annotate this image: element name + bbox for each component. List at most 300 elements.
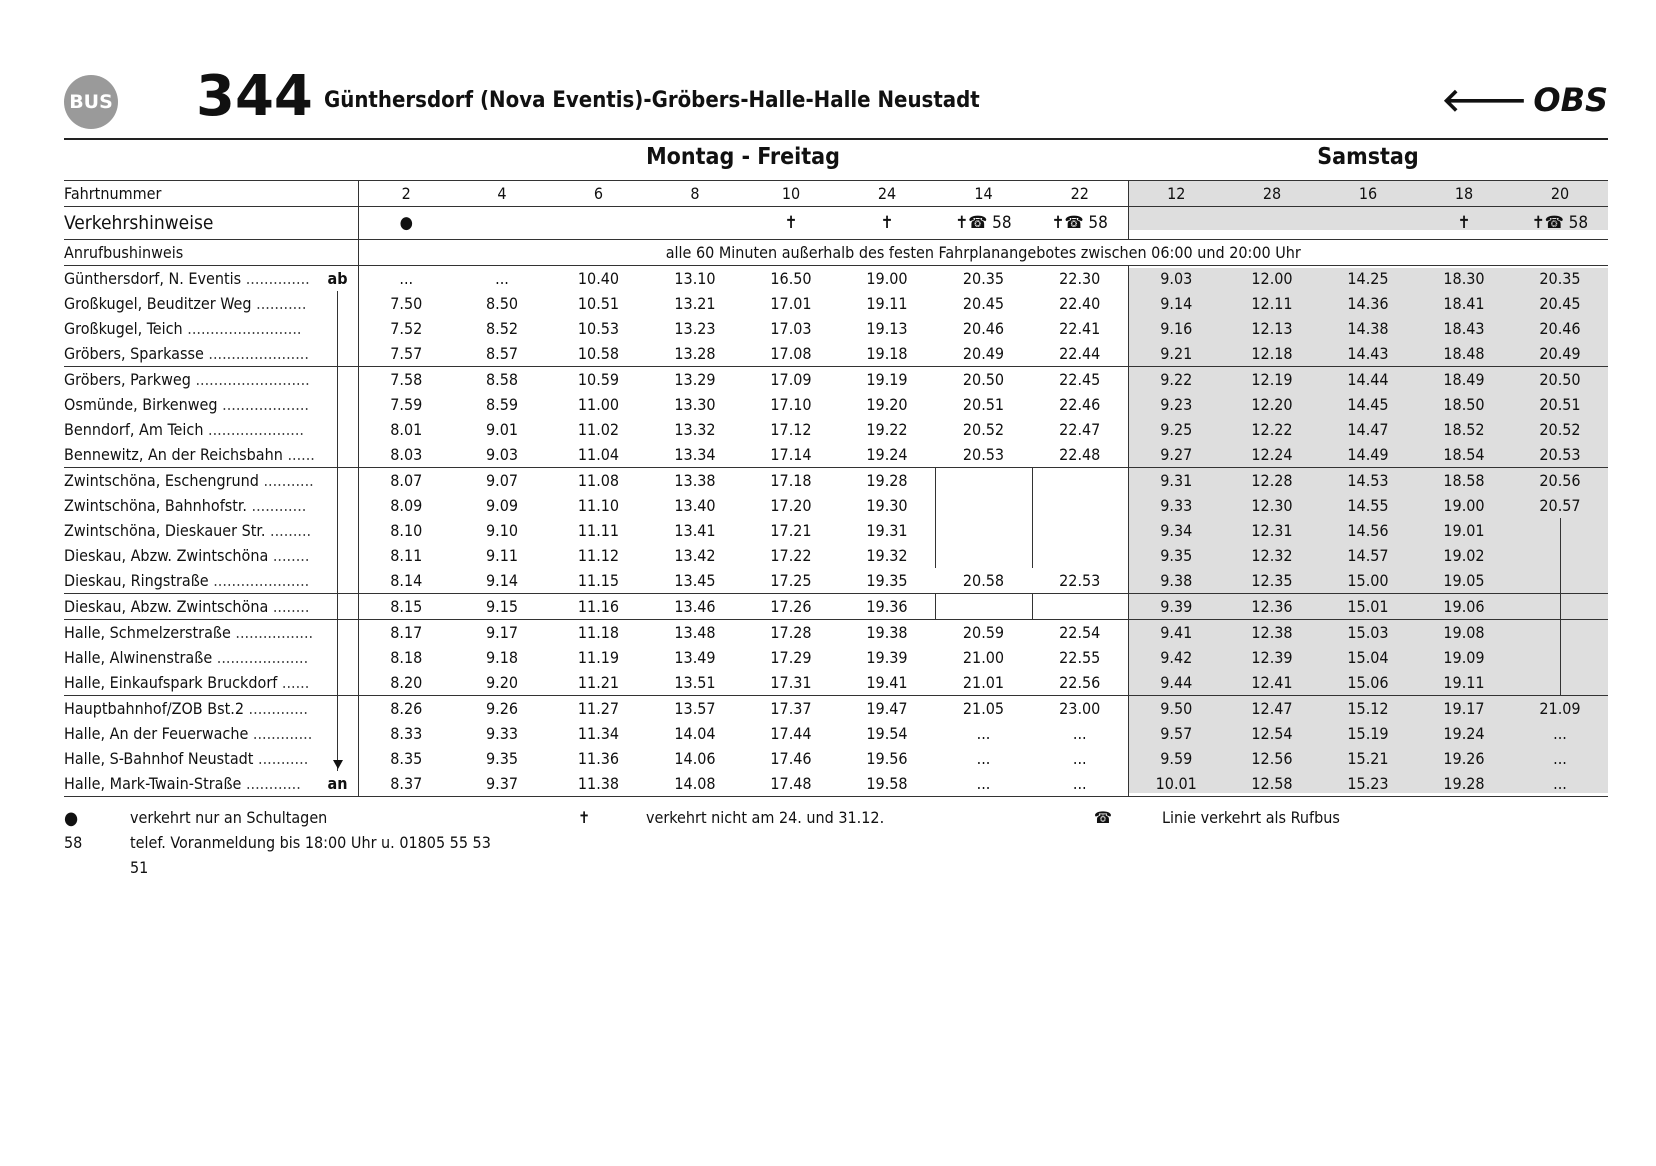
- departure-time: 8.50: [485, 294, 519, 313]
- departure-time: 9.10: [485, 521, 519, 540]
- departure-time: 13.21: [674, 294, 716, 313]
- stop-leader-dots: .....................: [203, 420, 304, 439]
- departure-time: 17.31: [770, 673, 812, 692]
- departure-time: 17.28: [743, 620, 839, 646]
- departure-time: 11.36: [577, 749, 620, 768]
- operator-name: OBS: [1533, 81, 1608, 119]
- direction-line: [337, 367, 338, 392]
- departure-time: 20.35: [935, 266, 1032, 292]
- stop-leader-dots: ...........: [251, 294, 307, 313]
- stop-cell: [64, 568, 358, 594]
- departure-time: 12.20: [1251, 395, 1293, 414]
- departure-time: 8.59: [485, 395, 519, 414]
- departure-time: 19.02: [1443, 546, 1485, 565]
- departure-time: 7.52: [390, 319, 423, 338]
- direction-line: [337, 568, 338, 593]
- departure-time: 19.47: [839, 696, 935, 722]
- departure-time: 22.30: [1032, 266, 1128, 292]
- departure-time: 20.49: [962, 344, 1005, 363]
- departure-time: 8.03: [390, 445, 423, 464]
- departure-time: 17.20: [770, 496, 812, 515]
- departure-time: 9.11: [485, 546, 519, 565]
- departure-time: 20.45: [962, 294, 1005, 313]
- departure-time: 16.50: [743, 266, 839, 292]
- departure-time: [1512, 620, 1608, 646]
- stop-row: [64, 367, 1608, 393]
- departure-time: 15.12: [1320, 696, 1416, 722]
- departure-time: 22.48: [1059, 445, 1101, 464]
- departure-time: 15.19: [1347, 724, 1389, 743]
- departure-time: 11.02: [577, 420, 620, 439]
- stop-row: [64, 771, 1608, 797]
- departure-time: 9.21: [1128, 341, 1224, 367]
- day-group-weekdays: Montag - Freitag: [646, 144, 840, 170]
- departure-time: 10.51: [577, 294, 620, 313]
- departure-time: 11.34: [577, 724, 620, 743]
- stop-cell: [64, 543, 358, 568]
- trip-note: [1128, 207, 1224, 240]
- departure-time: 14.45: [1347, 395, 1389, 414]
- departure-time: 13.48: [647, 620, 743, 646]
- departure-time: 9.57: [1128, 721, 1224, 746]
- stop-leader-dots: ............: [246, 496, 307, 515]
- departure-time: [1512, 568, 1608, 594]
- departure-time: 12.22: [1251, 420, 1293, 439]
- departure-time: 12.19: [1224, 367, 1320, 393]
- stop-leader-dots: ............: [241, 774, 301, 793]
- departure-time: ...: [454, 266, 550, 292]
- stop-name: Halle, Alwinenstraße: [64, 648, 213, 667]
- trip-note: [454, 207, 550, 240]
- stop-row: [64, 670, 1608, 696]
- departure-time: 14.43: [1347, 344, 1389, 363]
- departure-time: 19.24: [866, 445, 908, 464]
- departure-time: 9.20: [485, 673, 519, 692]
- departure-time: 7.59: [390, 395, 423, 414]
- departure-time: 20.58: [962, 571, 1005, 590]
- departure-time: 19.11: [866, 294, 908, 313]
- departure-time: 13.49: [674, 648, 716, 667]
- departure-time: 17.44: [770, 724, 812, 743]
- stop-leader-dots: ........: [268, 546, 310, 565]
- stop-cell: [64, 266, 358, 292]
- departure-time: 9.27: [1128, 442, 1224, 468]
- departure-time: 10.59: [550, 367, 647, 393]
- departure-time: 11.19: [577, 648, 620, 667]
- trip-note: ✝: [1416, 207, 1512, 240]
- trip-number: 22: [1032, 181, 1128, 207]
- trip-note: [1320, 207, 1416, 240]
- stop-cell: [64, 392, 358, 417]
- departure-time: 9.35: [485, 749, 519, 768]
- stop-cell: [64, 721, 358, 746]
- departure-time: 10.58: [577, 344, 620, 363]
- departure-time: 19.28: [839, 468, 935, 494]
- stop-leader-dots: .........: [265, 521, 312, 540]
- stop-name: Halle, An der Feuerwache: [64, 724, 249, 743]
- stop-row: [64, 721, 1608, 746]
- departure-time: 20.52: [962, 420, 1005, 439]
- departure-time: 8.18: [390, 648, 423, 667]
- departure-time: 22.44: [1059, 344, 1101, 363]
- stop-name: Halle, Schmelzerstraße: [64, 623, 231, 642]
- departure-time: 13.45: [674, 571, 716, 590]
- departure-time: 20.50: [935, 367, 1032, 393]
- trip-note: ✝☎ 58: [935, 207, 1032, 240]
- departure-time: 13.40: [674, 496, 716, 515]
- stop-row: [64, 392, 1608, 417]
- trip-number: 16: [1320, 181, 1416, 207]
- day-group-saturday: Samstag: [1317, 144, 1419, 170]
- trip-note: [1224, 207, 1320, 240]
- line-number: 344: [196, 64, 313, 129]
- arrow-down-icon: [333, 760, 343, 769]
- departure-time: 12.38: [1224, 620, 1320, 646]
- trip-number-row: [64, 181, 1608, 207]
- departure-time: 21.09: [1512, 696, 1608, 722]
- departure-time: ...: [1032, 771, 1128, 797]
- departure-time: 9.50: [1128, 696, 1224, 722]
- departure-time: 14.06: [674, 749, 716, 768]
- departure-time: 8.10: [390, 521, 423, 540]
- stop-cell: [64, 291, 358, 316]
- stop-cell: [64, 696, 358, 722]
- direction-line: [337, 468, 338, 493]
- departure-time: 17.09: [743, 367, 839, 393]
- departure-time: 12.13: [1251, 319, 1293, 338]
- direction-line: [337, 518, 338, 543]
- direction-line: [337, 696, 338, 721]
- departure-time: 20.35: [1512, 266, 1608, 292]
- departure-time: 12.54: [1251, 724, 1293, 743]
- departure-time: 11.18: [550, 620, 647, 646]
- stop-leader-dots: ...........: [253, 749, 309, 768]
- stop-cell: [64, 316, 358, 341]
- departure-time: [1032, 594, 1128, 620]
- departure-time: 9.33: [485, 724, 519, 743]
- trip-note: ✝☎ 58: [1512, 207, 1608, 240]
- departure-time: 17.48: [743, 771, 839, 797]
- departure-time: 20.57: [1539, 496, 1581, 515]
- departure-time: 14.49: [1347, 445, 1389, 464]
- stop-name: Günthersdorf, N. Eventis: [64, 269, 242, 288]
- stop-cell: [64, 341, 358, 367]
- departure-time: 19.11: [1443, 673, 1485, 692]
- departure-time: 8.14: [390, 571, 423, 590]
- departure-time: 18.43: [1443, 319, 1485, 338]
- departure-time: 13.38: [647, 468, 743, 494]
- trip-number: 18: [1416, 181, 1512, 207]
- departure-time: [1032, 493, 1128, 518]
- departure-time: 18.30: [1416, 266, 1512, 292]
- cross-icon: ✝: [578, 808, 591, 827]
- phone-icon: ☎: [1094, 808, 1112, 827]
- departure-time: 20.53: [962, 445, 1005, 464]
- departure-time: 11.04: [577, 445, 620, 464]
- departure-time: 15.04: [1347, 648, 1389, 667]
- trip-note: [647, 207, 743, 240]
- departure-time: 9.35: [1128, 543, 1224, 568]
- departure-time: 13.28: [674, 344, 716, 363]
- trip-number: 8: [647, 181, 743, 207]
- departure-time: 20.53: [1539, 445, 1581, 464]
- stop-row: [64, 442, 1608, 468]
- departure-time: 20.51: [1539, 395, 1581, 414]
- departure-time: [1512, 518, 1608, 543]
- departure-time: 19.18: [866, 344, 908, 363]
- departure-time: 15.00: [1347, 571, 1389, 590]
- school-day-dot-icon: ●: [64, 808, 79, 829]
- departure-time: [935, 493, 1032, 518]
- stop-row: [64, 417, 1608, 442]
- departure-time: 9.41: [1128, 620, 1224, 646]
- trip-number: 24: [839, 181, 935, 207]
- direction-line: [337, 493, 338, 518]
- departure-time: 15.03: [1320, 620, 1416, 646]
- departure-time: 13.23: [674, 319, 716, 338]
- departure-time: 19.01: [1443, 521, 1485, 540]
- departure-time: 8.33: [390, 724, 423, 743]
- stop-row: [64, 543, 1608, 568]
- departure-time: 20.51: [962, 395, 1005, 414]
- departure-time: 13.51: [674, 673, 716, 692]
- departure-time: 15.21: [1347, 749, 1389, 768]
- stop-row: [64, 266, 1608, 292]
- departure-time: 22.46: [1059, 395, 1101, 414]
- legend-58-text: telef. Voranmeldung bis 18:00 Uhr u. 01805 55 53: [130, 833, 491, 852]
- stop-name: Dieskau, Ringstraße: [64, 571, 209, 590]
- stop-name: Zwintschöna, Bahnhofstr.: [64, 496, 247, 515]
- departure-time: 11.21: [577, 673, 620, 692]
- stop-row: [64, 518, 1608, 543]
- departure-time: 18.41: [1443, 294, 1485, 313]
- stop-cell: [64, 468, 358, 494]
- departure-time: 12.39: [1251, 648, 1293, 667]
- stop-row: [64, 568, 1608, 594]
- departure-time: ...: [976, 749, 991, 768]
- departure-time: 22.56: [1059, 673, 1101, 692]
- departure-time: 14.44: [1320, 367, 1416, 393]
- stop-name: Großkugel, Teich: [64, 319, 183, 338]
- departure-time: 9.44: [1128, 670, 1224, 696]
- departure-time: 14.25: [1320, 266, 1416, 292]
- departure-time: 9.03: [1128, 266, 1224, 292]
- trip-number: 2: [358, 181, 454, 207]
- departure-time: 19.28: [1416, 771, 1512, 797]
- departure-time: 17.46: [770, 749, 812, 768]
- departure-time: 19.31: [866, 521, 908, 540]
- departure-time: 22.53: [1059, 571, 1101, 590]
- departure-time: 22.40: [1059, 294, 1101, 313]
- departure-time: [1512, 594, 1608, 620]
- departure-time: 15.23: [1320, 771, 1416, 797]
- departure-time: 12.11: [1251, 294, 1293, 313]
- departure-time: 10.01: [1128, 771, 1224, 797]
- departure-time: 12.56: [1251, 749, 1293, 768]
- departure-time: 11.12: [577, 546, 620, 565]
- departure-time: 10.53: [577, 319, 620, 338]
- departure-time: 8.57: [485, 344, 519, 363]
- departure-time: 19.17: [1416, 696, 1512, 722]
- trip-note: ✝: [743, 207, 839, 240]
- stop-name: Gröbers, Parkweg: [64, 370, 191, 389]
- departure-time: 18.58: [1416, 468, 1512, 494]
- stop-row: [64, 468, 1608, 494]
- departure-time: 20.52: [1539, 420, 1581, 439]
- departure-time: 20.46: [962, 319, 1005, 338]
- stop-cell: [64, 771, 358, 797]
- departure-time: 8.07: [358, 468, 454, 494]
- departure-time: [935, 594, 1032, 620]
- stop-leader-dots: .................: [230, 623, 314, 642]
- departure-time: 9.23: [1128, 392, 1224, 417]
- stop-cell: [64, 493, 358, 518]
- departure-time: 11.15: [577, 571, 620, 590]
- departure-time: 9.22: [1128, 367, 1224, 393]
- stop-cell: [64, 620, 358, 646]
- departure-time: 19.41: [866, 673, 908, 692]
- stop-row: [64, 746, 1608, 771]
- departure-time: 13.46: [647, 594, 743, 620]
- departure-time: 9.33: [1128, 493, 1224, 518]
- departure-time: 19.39: [866, 648, 908, 667]
- arrow-left-icon: 🡐: [1441, 81, 1528, 119]
- departure-time: 11.00: [577, 395, 620, 414]
- departure-time: 22.41: [1059, 319, 1101, 338]
- departure-time: 9.03: [485, 445, 519, 464]
- stop-name: Hauptbahnhof/ZOB Bst.2: [64, 699, 244, 718]
- departure-time: 11.11: [577, 521, 620, 540]
- departure-time: 20.49: [1539, 344, 1581, 363]
- departure-time: 17.12: [770, 420, 812, 439]
- departure-time: 11.38: [550, 771, 647, 797]
- bus-badge: BUS: [64, 75, 118, 129]
- direction-line: [337, 645, 338, 670]
- trip-number: 10: [743, 181, 839, 207]
- departure-time: [935, 518, 1032, 543]
- departure-time: 17.22: [770, 546, 812, 565]
- departure-time: 14.56: [1347, 521, 1389, 540]
- stop-an-marker: an: [327, 774, 348, 793]
- legend-holiday-text: verkehrt nicht am 24. und 31.12.: [646, 808, 885, 827]
- departure-time: 18.48: [1443, 344, 1485, 363]
- trip-number: 12: [1128, 181, 1224, 207]
- departure-time: 18.52: [1443, 420, 1485, 439]
- direction-line: [337, 316, 338, 341]
- departure-time: 9.07: [454, 468, 550, 494]
- departure-time: 19.06: [1416, 594, 1512, 620]
- departure-time: 8.35: [390, 749, 423, 768]
- departure-time: 13.42: [674, 546, 716, 565]
- departure-time: 11.27: [550, 696, 647, 722]
- departure-time: ...: [1512, 771, 1608, 797]
- departure-time: [935, 468, 1032, 494]
- stop-name: Zwintschöna, Eschengrund: [64, 471, 259, 490]
- departure-time: 9.17: [454, 620, 550, 646]
- stop-name: Zwintschöna, Dieskauer Str.: [64, 521, 266, 540]
- departure-time: 14.53: [1320, 468, 1416, 494]
- departure-time: 20.59: [935, 620, 1032, 646]
- departure-time: 22.45: [1032, 367, 1128, 393]
- departure-time: 9.59: [1128, 746, 1224, 771]
- stop-name: Benndorf, Am Teich: [64, 420, 204, 439]
- departure-time: 15.01: [1320, 594, 1416, 620]
- departure-time: 8.26: [358, 696, 454, 722]
- stop-row: [64, 645, 1608, 670]
- stop-row: [64, 341, 1608, 367]
- departure-time: 13.34: [674, 445, 716, 464]
- departure-time: 19.54: [866, 724, 908, 743]
- stop-leader-dots: .........................: [190, 370, 310, 389]
- departure-time: ...: [1072, 724, 1087, 743]
- departure-time: 17.21: [770, 521, 812, 540]
- trip-number: 14: [935, 181, 1032, 207]
- departure-time: 9.31: [1128, 468, 1224, 494]
- departure-time: 12.18: [1251, 344, 1293, 363]
- departure-time: 7.57: [390, 344, 423, 363]
- departure-time: 19.58: [839, 771, 935, 797]
- departure-time: 17.26: [743, 594, 839, 620]
- departure-time: 9.09: [485, 496, 519, 515]
- departure-time: 18.50: [1443, 395, 1485, 414]
- departure-time: 22.47: [1059, 420, 1101, 439]
- departure-time: 9.34: [1128, 518, 1224, 543]
- departure-time: ...: [935, 771, 1032, 797]
- departure-time: 17.10: [770, 395, 812, 414]
- stop-ab-marker: ab: [327, 269, 348, 288]
- departure-time: 7.50: [390, 294, 423, 313]
- stop-cell: [64, 417, 358, 442]
- legend-phone-text: Linie verkehrt als Rufbus: [1162, 808, 1340, 827]
- departure-time: 12.31: [1251, 521, 1293, 540]
- direction-line: [337, 392, 338, 417]
- departure-time: 17.18: [743, 468, 839, 494]
- departure-time: 14.38: [1347, 319, 1389, 338]
- departure-time: 22.55: [1059, 648, 1101, 667]
- departure-time: [1032, 543, 1128, 568]
- direction-line: [337, 341, 338, 366]
- departure-time: 8.58: [454, 367, 550, 393]
- trip-number-label: Fahrtnummer: [64, 181, 358, 207]
- departure-time: 18.49: [1416, 367, 1512, 393]
- departure-time: ...: [1553, 749, 1567, 768]
- departure-time: 19.00: [839, 266, 935, 292]
- departure-time: 17.14: [770, 445, 812, 464]
- departure-time: 11.08: [550, 468, 647, 494]
- departure-time: 12.30: [1251, 496, 1293, 515]
- departure-time: 14.47: [1347, 420, 1389, 439]
- call-bus-row: [64, 240, 1608, 266]
- timetable-header: [64, 64, 1608, 140]
- departure-time: 9.01: [485, 420, 519, 439]
- stop-leader-dots: .............: [243, 699, 308, 718]
- stop-name: Dieskau, Abzw. Zwintschöna: [64, 546, 269, 565]
- direction-line: [337, 594, 338, 619]
- departure-time: 9.14: [485, 571, 519, 590]
- departure-time: 13.57: [647, 696, 743, 722]
- departure-time: 19.35: [866, 571, 908, 590]
- stop-row: [64, 696, 1608, 722]
- stop-name: Großkugel, Beuditzer Weg: [64, 294, 252, 313]
- notes-row: [64, 207, 1608, 240]
- departure-time: 13.30: [674, 395, 716, 414]
- departure-time: 19.38: [839, 620, 935, 646]
- departure-time: 19.19: [839, 367, 935, 393]
- legend-58-key: 58: [64, 833, 83, 852]
- stop-leader-dots: ...................: [217, 395, 309, 414]
- departure-time: [1512, 670, 1608, 696]
- departure-time: 12.24: [1251, 445, 1293, 464]
